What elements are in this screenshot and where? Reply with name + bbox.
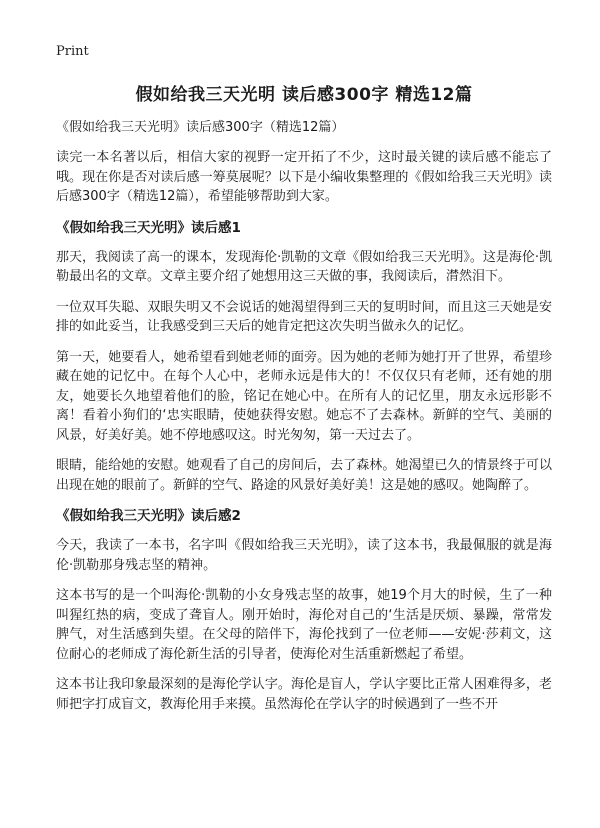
document-subtitle: 《假如给我三天光明》读后感300字（精选12篇） xyxy=(56,120,345,135)
section-1-paragraph: 第一天，她要看人，她希望看到她老师的面旁。因为她的老师为她打开了世界，希望珍藏在她的记忆中。在每个人心中，老师永远是伟大的！不仅仅只有老师，还有她的朋友，她要长久地望着他们的脸，铭记在她心中。在所有人的记忆里，朋友永远形影不离！看着小狗们的‘忠实眼睛，使她获得安慰。她忘不了去森林。新鲜的空气、美丽的风景，好美好美。她不停地感叹这。时光匆匆，第一天过去了。 xyxy=(56,349,552,443)
intro-paragraph: 读完一本名著以后，相信大家的视野一定开拓了不少，这时最关键的读后感不能忘了哦。现在你是否对读后感一筹莫展呢？以下是小编收集整理的《假如给我三天光明》读后感300字（精选12篇），希望能够帮助到大家。 xyxy=(56,150,552,204)
section-heading-1: 《假如给我三天光明》读后感1 xyxy=(56,219,241,236)
print-label: Print xyxy=(56,44,89,59)
document-content xyxy=(56,118,552,725)
page-title: 假如给我三天光明 读后感300字 精选12篇 xyxy=(135,85,473,105)
section-2-paragraph: 今天，我读了一本书，名字叫《假如给我三天光明》，读了这本书，我最佩服的就是海伦·凯勒那身残志坚的精神。 xyxy=(56,538,552,573)
section-1-paragraph: 一位双耳失聪、双眼失明又不会说话的她渴望得到三天的复明时间，而且这三天她是安排的如此妥当，让我感受到三天后的她肯定把这次失明当做永久的记忆。 xyxy=(56,299,552,334)
section-1-paragraph: 眼睛，能给她的安慰。她观看了自己的房间后，去了森林。她渴望已久的情景终于可以出现在她的眼前了。新鲜的空气、路途的风景好美好美！这是她的感叹。她陶醉了。 xyxy=(56,458,552,493)
section-2-paragraph: 这本书写的是一个叫海伦·凯勒的小女身残志坚的故事，她19个月大的时候，生了一种叫猩红热的病，变成了聋盲人。刚开始时，海伦对自己的‘生活是厌烦、暴躁，常常发脾气，对生活感到失望。在父母的陪伴下，海伦找到了一位老师——安妮·莎莉文，这位耐心的老师成了海伦新生活的引导者，使海伦对生活重新燃起了希望。 xyxy=(56,588,552,662)
section-heading-2: 《假如给我三天光明》读后感2 xyxy=(56,508,241,524)
section-2-paragraph: 这本书让我印象最深刻的是海伦学认字。海伦是盲人，学认字要比正常人困难得多，老师把字打成盲文，教海伦用手来摸。虽然海伦在学认字的时候遇到了一些不开 xyxy=(56,677,552,712)
section-1-paragraph: 那天，我阅读了高一的课本，发现海伦·凯勒的文章《假如给我三天光明》。这是海伦·凯勒最出名的文章。文章主要介绍了她想用这三天做的事，我阅读后，潸然泪下。 xyxy=(56,249,552,284)
